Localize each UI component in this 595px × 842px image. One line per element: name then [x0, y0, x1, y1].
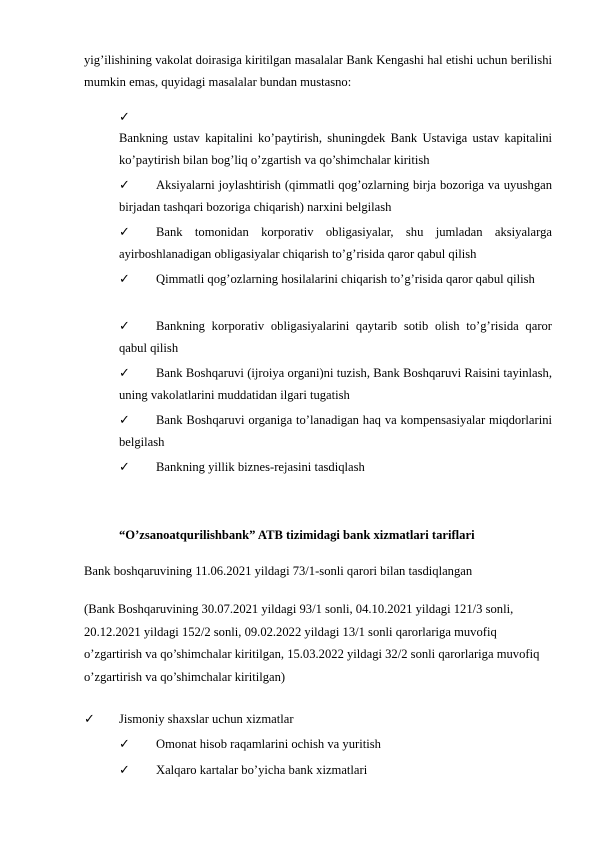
checkmark-icon: ✓ — [119, 178, 130, 193]
checkmark-icon: ✓ — [119, 225, 130, 240]
checkmark-icon: ✓ — [119, 272, 130, 287]
amendments-note: (Bank Boshqaruvining 30.07.2021 yildagi 93/1 sonli, 04.10.2021 yildagi 121/3 sonli, 20.12.2021 yildagi 152/2 sonli, 09.02.2022 yildagi 13/1 sonli qarorlariga muvofiq o’zgartirish va qo’shimchalar kiritilgan, 15.03.2022 yildagi 32/2 sonli qarorlariga muvofiq o’zgartirish va qo’shimchalar kiritilgan) — [84, 602, 540, 684]
checkmark-icon: ✓ — [119, 460, 130, 475]
list-item: Aksiyalarni joylashtirish (qimmatli qog’ozlarning birja bozoriga va uyushgan birjadan tashqari bozoriga chiqarish) narxini belgilash — [119, 178, 552, 214]
checkmark-icon: ✓ — [119, 737, 130, 752]
service-item: Xalqaro kartalar bo’yicha bank xizmatlari — [156, 763, 368, 777]
list-item: Bank Boshqaruvi organiga to’lanadigan haq va kompensasiyalar miqdorlarini belgilash — [119, 413, 552, 449]
service-item: Omonat hisob raqamlarini ochish va yuritish — [156, 737, 381, 751]
list-item: Bank tomonidan korporativ obligasiyalar, shu jumladan aksiyalarga ayirboshlanadigan obligasiyalar chiqarish to’g’risida qaror qabul qilish — [119, 225, 552, 261]
checkmark-icon: ✓ — [119, 366, 130, 381]
list-item: Bankning ustav kapitalini ko’paytirish, shuningdek Bank Ustaviga ustav kapitalini ko’paytirish bilan bog’liq o’zgartish va qo’shimchalar kiritish — [119, 131, 552, 167]
checkmark-icon: ✓ — [119, 763, 130, 778]
checkmark-icon: ✓ — [84, 712, 95, 727]
list-item: Bank Boshqaruvi (ijroiya organi)ni tuzish, Bank Boshqaruvi Raisini tayinlash, uning vakolatlarini muddatidan ilgari tugatish — [119, 366, 552, 402]
list-item: Bankning yillik biznes-rejasini tasdiqlash — [156, 460, 365, 474]
checkmark-icon: ✓ — [119, 110, 130, 125]
services-heading: Jismoniy shaxslar uchun xizmatlar — [119, 712, 294, 726]
approval-line: Bank boshqaruvining 11.06.2021 yildagi 73/1-sonli qarori bilan tasdiqlangan — [84, 564, 473, 578]
checkmark-icon: ✓ — [119, 319, 130, 334]
list-item: Bankning korporativ obligasiyalarini qaytarib sotib olish to’g’risida qaror qabul qilish — [119, 319, 552, 355]
intro-paragraph: yig’ilishining vakolat doirasiga kiritilgan masalalar Bank Kengashi hal etishi uchun berilishi mumkin emas, quyidagi masalalar bundan mustasno: — [84, 53, 552, 89]
list-item: Qimmatli qog’ozlarning hosilalarini chiqarish to’g’risida qaror qabul qilish — [156, 272, 535, 286]
section-title: “O’zsanoatqurilishbank” ATB tizimidagi bank xizmatlari tariflari — [119, 528, 475, 542]
checkmark-icon: ✓ — [119, 413, 130, 428]
